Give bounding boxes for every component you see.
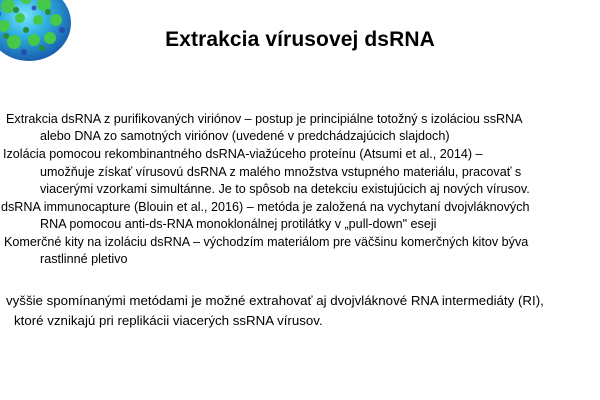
bullet-item (0, 146, 600, 198)
bullet-text: umožňuje získať vírusovú dsRNA z malého množstva vstupného materiálu, pracovať s (40, 164, 522, 179)
bullet-text: dsRNA immunocapture (Blouin et al., 2016) – metóda je založená na vychytaní dvojvláknových (1, 199, 530, 214)
bullet-text: viacerými vzorkami simultánne. Je to spôsob na detekciu existujúcich aj nových vírusov. (40, 182, 530, 197)
bullet-text: rastlinné pletivo (40, 252, 128, 267)
bullet-list (0, 111, 600, 269)
bullet-item (0, 199, 600, 234)
paragraph-text: ktoré vznikajú pri replikácii viacerých ssRNA vírusov. (14, 313, 323, 328)
bullet-item (0, 111, 600, 146)
summary-paragraph (0, 291, 600, 331)
bullet-text: Izolácia pomocou rekombinantného dsRNA-viažúceho proteínu (Atsumi et al., 2014) – (3, 147, 483, 162)
bullet-text: alebo DNA zo samotných viriónov (uvedené v predchádzajúcich slajdoch) (40, 129, 450, 144)
bullet-text: RNA pomocou anti-ds-RNA monoklonálnej protilátky v „pull-down" eseji (40, 217, 437, 232)
paragraph-text: vyššie spomínanými metódami je možné extrahovať aj dvojvláknové RNA intermediáty (RI), (6, 293, 544, 308)
slide-title: Extrakcia vírusovej dsRNA (165, 28, 435, 51)
bullet-text: Komerčné kity na izoláciu dsRNA – východzím materiálom pre väčšinu komerčných kitov býva (4, 235, 529, 250)
bullet-text: Extrakcia dsRNA z purifikovaných viriónov – postup je principiálne totožný s izoláciou ssRNA (6, 112, 523, 126)
bullet-item (0, 234, 600, 269)
